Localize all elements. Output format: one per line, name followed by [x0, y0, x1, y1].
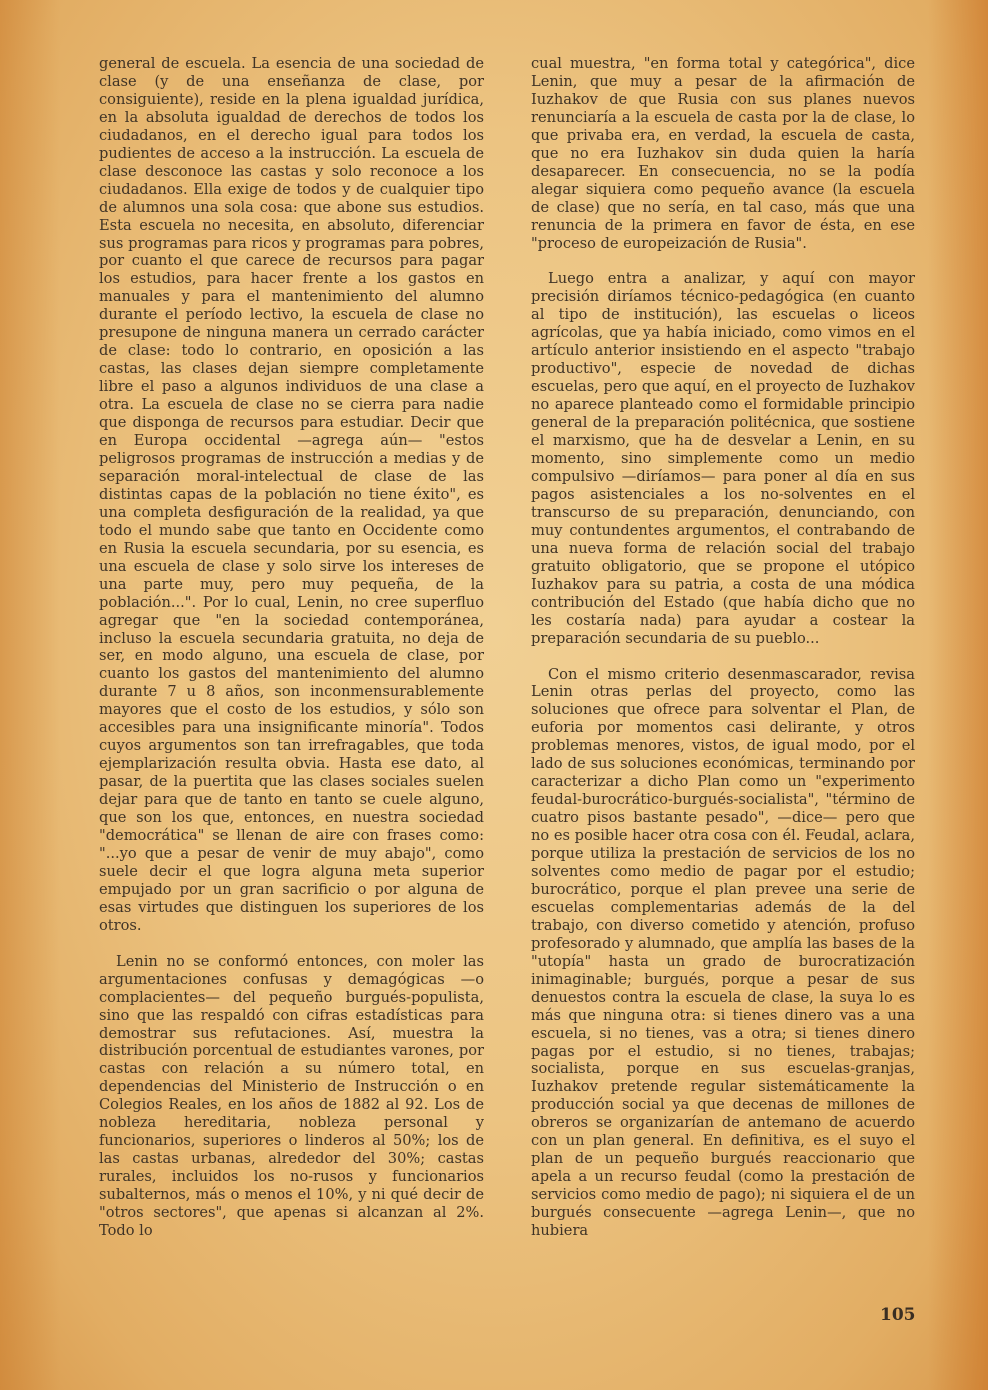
left-paragraph-2: Lenin no se conformó entonces, con moler las argumentaciones confusas y demagógicas —o complacientes— del pequeño burgués-populista, sino que las respaldó con cifras estadísticas para demostrar sus refutaciones. Así, muestra la distribución porcentual de estudiantes varones, por castas con relación a su número total, en dependencias del Ministerio de Instrucción o en Colegios Reales, en los años de 1882 al 92. Los de nobleza hereditaria, nobleza personal y funcionarios, superiores o linderos al 50%; los de las castas urbanas, alrededor del 30%; castas rurales, incluidos los no-rusos y funcionarios subalternos, más o menos el 10%, y ni qué decir de "otros sectores", que apenas si alcanzan al 2%. Todo lo [99, 952, 484, 1239]
page-edge-shadow-right [928, 0, 988, 1390]
page-number: 105 [880, 1305, 916, 1325]
right-column [531, 55, 915, 1240]
left-paragraph-1: general de escuela. La esencia de una sociedad de clase (y de una enseñanza de clase, por consiguiente), reside en la plena igualdad jurídica, en la absoluta igualdad de derechos de todos los ciudadanos, en el derecho igual para todos los pudientes de acceso a la instrucción. La escuela de clase desconoce las castas y solo reconoce a los ciudadanos. Ella exige de todos y de cualquier tipo de alumnos una sola cosa: que abone sus estudios. Esta escuela no necesita, en absoluto, diferenciar sus programas para ricos y programas para pobres, por cuanto el que carece de recursos para pagar los estudios, para hacer frente a los gastos en manuales y para el mantenimiento del alumno durante el período lectivo, la escuela de clase no presupone de ninguna manera un cerrado carácter de clase: todo lo contrario, en oposición a las castas, las clases dejan siempre completamente libre el paso a algunos individuos de una clase a otra. La escuela de clase no se cierra para nadie que disponga de recursos para estudiar. Decir que en Europa occidental —agrega aún— "estos peligrosos programas de instrucción a medias y de separación moral-intelectual de clase de las distintas capas de la población no tiene éxito", es una completa desfiguración de la realidad, ya que todo el mundo sabe que tanto en Occidente como en Rusia la escuela secundaria, por su esencia, es una escuela de clase y solo sirve los intereses de una parte muy, pero muy pequeña, de la población...". Por lo cual, Lenin, no cree superfluo agregar que "en la sociedad contemporánea, incluso la escuela secundaria gratuita, no deja de ser, en modo alguno, una escuela de clase, por cuanto los gastos del mantenimiento del alumno durante 7 u 8 años, son inconmensurablemente mayores que el costo de los estudios, y sólo son accesibles para una insignificante minoría". Todos cuyos argumentos son tan irrefragables, que toda ejemplarización resulta obvia. Hasta ese dato, al pasar, de la puertita que las clases sociales suelen dejar para que de tanto en tanto se cuele alguno, que son los que, entonces, en nuestra sociedad "democrática" se llenan de aire con frases como: "...yo que a pesar de venir de muy abajo", como suele decir el que logra alguna meta superior empujado por un gran sacrificio o por alguna de esas virtudes que distinguen los superiores de los otros. [99, 55, 484, 934]
right-paragraph-1: cual muestra, "en forma total y categórica", dice Lenin, que muy a pesar de la afirmación de Iuzhakov de que Rusia con sus planes nuevos renunciaría a la escuela de casta por la de clase, lo que privaba era, en verdad, la escuela de casta, que no era Iuzhakov sin duda quien la haría desaparecer. En consecuencia, no se la podía alegar siquiera como pequeño avance (la escuela de clase) que no sería, en tal caso, más que una renuncia de la primera en favor de ésta, en ese "proceso de europeización de Rusia". [531, 55, 915, 252]
left-column [99, 55, 484, 1240]
page-edge-shadow-left [0, 0, 60, 1390]
right-paragraph-3: Con el mismo criterio desenmascarador, revisa Lenin otras perlas del proyecto, como las soluciones que ofrece para solventar el Plan, de euforia por momentos casi delirante, y otros problemas menores, vistos, de igual modo, por el lado de sus soluciones económicas, terminando por caracterizar a dicho Plan como un "experimento feudal-burocrático-burgués-socialista", "término de cuatro pisos bastante pesado", —dice— pero que no es posible hacer otra cosa con él. Feudal, aclara, porque utiliza la prestación de servicios de los no solventes como medio de pagar por el estudio; burocrático, porque el plan prevee una serie de escuelas complementarias además de la del trabajo, con diverso cometido y atención, profuso profesorado y alumnado, que amplía las bases de la "utopía" hasta un grado de burocratización inimaginable; burgués, porque a pesar de sus denuestos contra la escuela de clase, la suya lo es más que ninguna otra: si tienes dinero vas a una escuela, si no tienes, vas a otra; si tienes dinero pagas por el estudio, si no tienes, trabajas; socialista, porque en sus escuelas-granjas, Iuzhakov pretende regular sistemáticamente la producción social ya que decenas de millones de obreros se organizarían de antemano de acuerdo con un plan general. En definitiva, es el suyo el plan de un pequeño burgués reaccionario que apela a un recurso feudal (como la prestación de servicios como medio de pago); ni siquiera el de un burgués consecuente —agrega Lenin—, que no hubiera [531, 665, 915, 1240]
right-paragraph-2: Luego entra a analizar, y aquí con mayor precisión diríamos técnico-pedagógica (en cuanto al tipo de institución), las escuelas o liceos agrícolas, que ya había iniciado, como vimos en el artículo anterior insistiendo en el aspecto "trabajo productivo", especie de novedad de dichas escuelas, pero que aquí, en el proyecto de Iuzhakov no aparece planteado como el formidable principio general de la preparación politécnica, que sostiene el marxismo, que ha de desvelar a Lenin, en su momento, sino simplemente como un medio compulsivo —diríamos— para poner al día en sus pagos asistenciales a los no-solventes en el transcurso de su preparación, denunciando, con muy contundentes argumentos, el contrabando de una nueva forma de relación social del trabajo gratuito obligatorio, que se propone el utópico Iuzhakov para su patria, a costa de una módica contribución del Estado (que había dicho que no les costaría nada) para ayudar a costear la preparación secundaria de su pueblo... [531, 270, 915, 647]
